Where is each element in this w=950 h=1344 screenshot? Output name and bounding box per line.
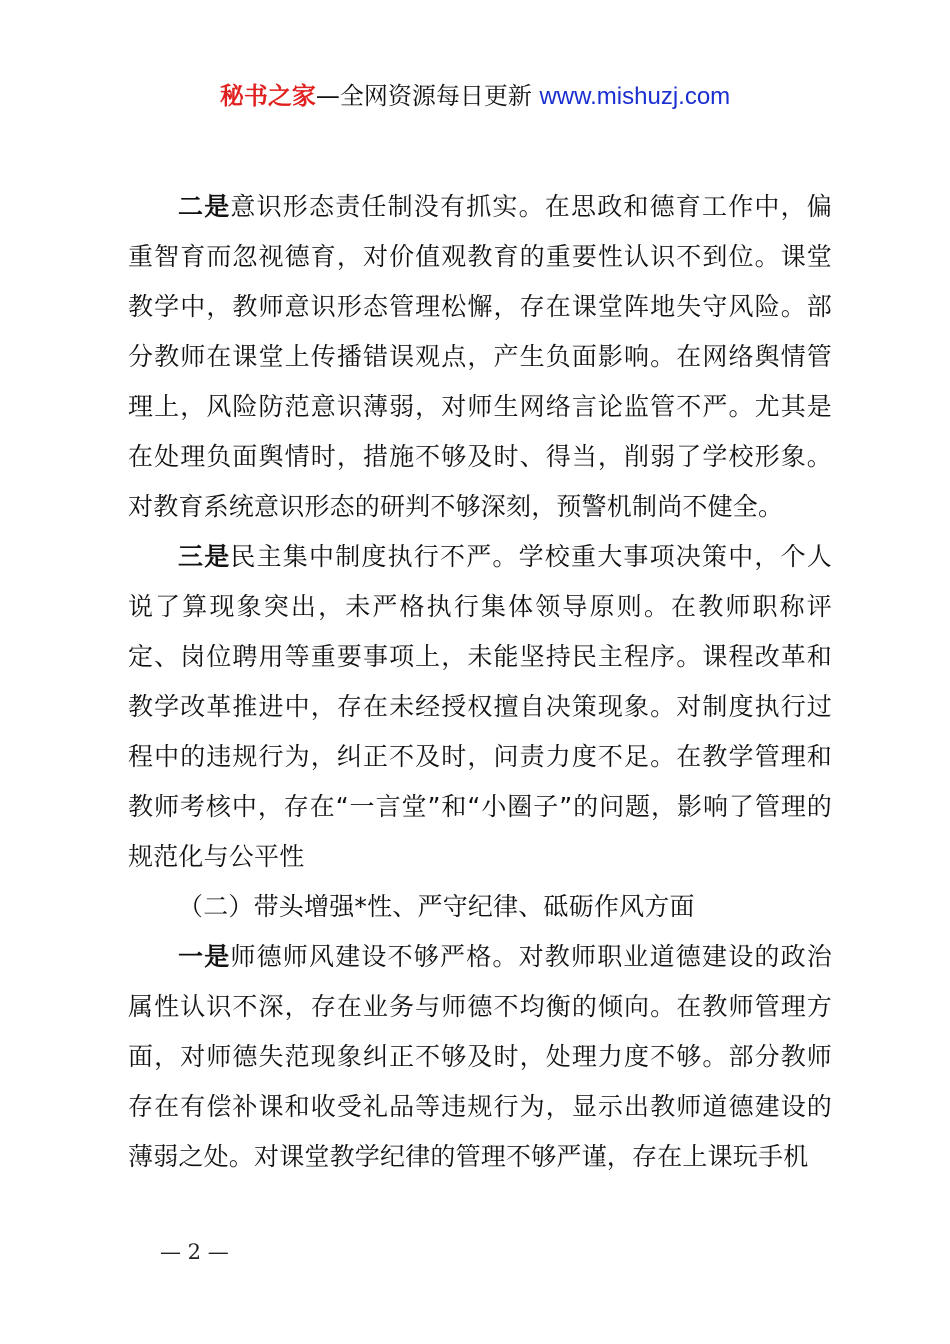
document-body [128, 182, 832, 1182]
paragraph-lead: 一是 [178, 942, 231, 971]
paragraph-lead: 二是 [178, 192, 231, 221]
paragraph-point-three [128, 532, 832, 882]
paragraph-text: 民主集中制度执行不严。学校重大事项决策中，个人说了算现象突出，未严格执行集体领导原则。在教师职称评定、岗位聘用等重要事项上，未能坚持民主程序。课程改革和教学改革推进中，存在未经授权擅自决策现象。对制度执行过程中的违规行为，纠正不及时，问责力度不足。在教学管理和教师考核中，存在“一言堂”和“小圈子”的问题，影响了管理的规范化与公平性 [128, 542, 832, 871]
page-number: — 2 — [160, 1240, 229, 1264]
paragraph-text: 师德师风建设不够严格。对教师职业道德建设的政治属性认识不深，存在业务与师德不均衡的倾向。在教师管理方面，对师德失范现象纠正不够及时，处理力度不够。部分教师存在有偿补课和收受礼品等违规行为，显示出教师道德建设的薄弱之处。对课堂教学纪律的管理不够严谨，存在上课玩手机 [128, 942, 832, 1171]
paragraph-text: 意识形态责任制没有抓实。在思政和德育工作中，偏重智育而忽视德育，对价值观教育的重要性认识不到位。课堂教学中，教师意识形态管理松懈，存在课堂阵地失守风险。部分教师在课堂上传播错误观点，产生负面影响。在网络舆情管理上，风险防范意识薄弱，对师生网络言论监管不严。尤其是在处理负面舆情时，措施不够及时、得当，削弱了学校形象。对教育系统意识形态的研判不够深刻，预警机制尚不健全。 [128, 192, 832, 521]
paragraph-point-one [128, 932, 832, 1182]
paragraph-lead: 三是 [178, 542, 231, 571]
site-header [0, 80, 950, 113]
paragraph-point-two [128, 182, 832, 532]
site-brand: 秘书之家 [219, 82, 316, 110]
section-heading-text: （二）带头增强*性、严守纪律、砥砺作风方面 [178, 892, 695, 921]
site-tagline: —全网资源每日更新 [315, 82, 532, 110]
site-url-link[interactable]: www.mishuzj.com [539, 83, 731, 110]
section-heading [128, 882, 832, 932]
